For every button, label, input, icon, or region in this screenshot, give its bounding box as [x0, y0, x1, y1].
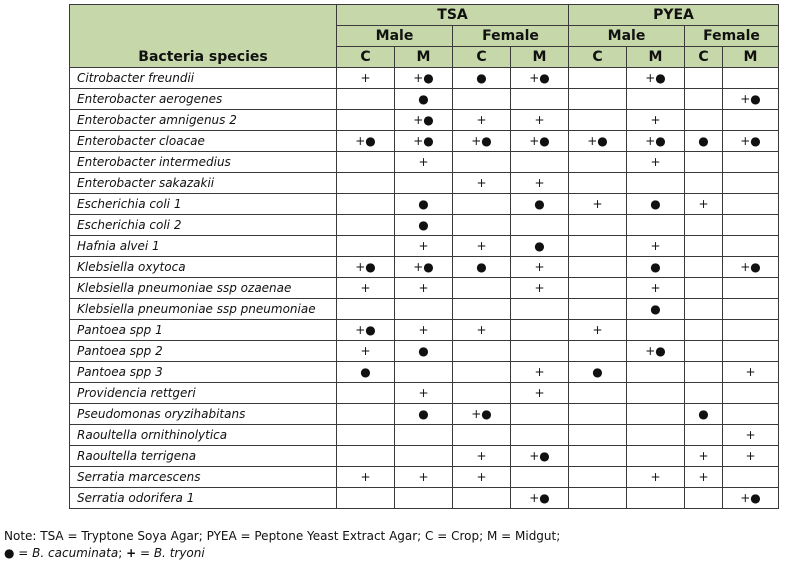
species-name: Pseudomonas oryzihabitans	[70, 404, 337, 425]
result-cell: +	[627, 152, 685, 173]
result-cell	[337, 173, 395, 194]
species-name: Providencia rettgeri	[70, 383, 337, 404]
result-cell	[569, 425, 627, 446]
species-column-header: Bacteria species	[70, 5, 337, 68]
result-cell: ●	[627, 194, 685, 215]
result-cell	[569, 173, 627, 194]
result-cell	[337, 488, 395, 509]
table-row	[70, 278, 779, 299]
result-cell	[569, 152, 627, 173]
result-cell: +	[453, 320, 511, 341]
result-cell	[511, 404, 569, 425]
species-name: Escherichia coli 2	[70, 215, 337, 236]
result-cell: +	[453, 467, 511, 488]
result-cell	[395, 425, 453, 446]
result-cell	[453, 194, 511, 215]
result-cell	[337, 215, 395, 236]
species-name: Escherichia coli 1	[70, 194, 337, 215]
result-cell: +●	[511, 446, 569, 467]
table-row	[70, 257, 779, 278]
result-cell	[511, 320, 569, 341]
result-cell: +	[511, 383, 569, 404]
group-header-pyea: PYEA	[569, 5, 779, 26]
result-cell	[685, 215, 723, 236]
note-dot-species: B. cacuminata	[32, 546, 119, 560]
table-row	[70, 446, 779, 467]
result-cell	[453, 362, 511, 383]
result-cell: ●	[453, 68, 511, 89]
result-cell	[723, 299, 779, 320]
species-name: Citrobacter freundii	[70, 68, 337, 89]
result-cell	[453, 341, 511, 362]
result-cell	[569, 68, 627, 89]
result-cell	[723, 110, 779, 131]
sex-header-pyea-female: Female	[685, 26, 779, 47]
result-cell	[685, 425, 723, 446]
result-cell: +	[395, 236, 453, 257]
species-name: Raoultella ornithinolytica	[70, 425, 337, 446]
result-cell	[569, 278, 627, 299]
note-plus-symbol: +	[126, 546, 137, 560]
table-row	[70, 236, 779, 257]
species-name: Klebsiella pneumoniae ssp ozaenae	[70, 278, 337, 299]
result-cell: +	[627, 236, 685, 257]
result-cell	[511, 152, 569, 173]
result-cell	[627, 89, 685, 110]
result-cell	[627, 362, 685, 383]
table-row	[70, 299, 779, 320]
result-cell	[627, 215, 685, 236]
result-cell: +	[453, 236, 511, 257]
result-cell	[453, 152, 511, 173]
result-cell: ●	[395, 89, 453, 110]
result-cell	[723, 152, 779, 173]
result-cell: +●	[627, 131, 685, 152]
result-cell	[723, 68, 779, 89]
result-cell	[569, 257, 627, 278]
result-cell	[685, 383, 723, 404]
result-cell	[627, 425, 685, 446]
result-cell: +	[395, 467, 453, 488]
species-name: Serratia marcescens	[70, 467, 337, 488]
species-name: Enterobacter cloacae	[70, 131, 337, 152]
note-separator: ;	[118, 546, 127, 560]
result-cell	[685, 320, 723, 341]
result-cell	[685, 257, 723, 278]
cm-header-4: M	[511, 47, 569, 68]
table-row	[70, 110, 779, 131]
sex-header-tsa-female: Female	[453, 26, 569, 47]
result-cell: +●	[395, 131, 453, 152]
species-name: Enterobacter sakazakii	[70, 173, 337, 194]
table-row	[70, 383, 779, 404]
result-cell	[569, 110, 627, 131]
result-cell	[569, 89, 627, 110]
sex-header-pyea-male: Male	[569, 26, 685, 47]
table-header	[70, 5, 779, 68]
table-row	[70, 215, 779, 236]
result-cell: +	[685, 194, 723, 215]
result-cell: +	[395, 383, 453, 404]
result-cell: +	[337, 68, 395, 89]
result-cell	[627, 383, 685, 404]
result-cell: +●	[395, 257, 453, 278]
result-cell	[723, 236, 779, 257]
result-cell	[569, 341, 627, 362]
result-cell	[723, 320, 779, 341]
result-cell	[511, 299, 569, 320]
species-name: Serratia odorifera 1	[70, 488, 337, 509]
table-row	[70, 404, 779, 425]
table-row	[70, 131, 779, 152]
result-cell	[685, 89, 723, 110]
result-cell	[337, 299, 395, 320]
result-cell	[337, 110, 395, 131]
result-cell: +	[337, 341, 395, 362]
result-cell: +	[395, 152, 453, 173]
result-cell	[723, 215, 779, 236]
species-name: Enterobacter amnigenus 2	[70, 110, 337, 131]
result-cell	[627, 173, 685, 194]
result-cell: ●	[395, 194, 453, 215]
bacteria-results-table	[69, 4, 779, 509]
cm-header-7: C	[685, 47, 723, 68]
result-cell: +	[337, 467, 395, 488]
result-cell: +●	[627, 341, 685, 362]
result-cell	[627, 320, 685, 341]
result-cell	[395, 173, 453, 194]
result-cell: +	[627, 110, 685, 131]
result-cell	[723, 278, 779, 299]
table-note	[4, 528, 560, 562]
result-cell	[723, 383, 779, 404]
result-cell	[511, 467, 569, 488]
result-cell	[685, 299, 723, 320]
result-cell: ●	[511, 236, 569, 257]
result-cell	[337, 194, 395, 215]
result-cell	[453, 215, 511, 236]
table-row	[70, 68, 779, 89]
result-cell	[569, 215, 627, 236]
result-cell: +	[395, 278, 453, 299]
species-name: Klebsiella pneumoniae ssp pneumoniae	[70, 299, 337, 320]
result-cell: ●	[511, 194, 569, 215]
cm-header-3: C	[453, 47, 511, 68]
table-body	[70, 68, 779, 509]
result-cell: +●	[395, 68, 453, 89]
result-cell: ●	[395, 404, 453, 425]
result-cell: +	[511, 278, 569, 299]
result-cell: +●	[723, 257, 779, 278]
result-cell	[453, 488, 511, 509]
result-cell	[723, 404, 779, 425]
result-cell	[337, 446, 395, 467]
result-cell	[685, 341, 723, 362]
note-line-1: Note: TSA = Tryptone Soya Agar; PYEA = Peptone Yeast Extract Agar; C = Crop; M = Midgut;	[4, 529, 561, 543]
result-cell	[395, 488, 453, 509]
result-cell: +	[511, 173, 569, 194]
result-cell	[685, 488, 723, 509]
result-cell	[453, 299, 511, 320]
result-cell: +●	[627, 68, 685, 89]
species-name: Raoultella terrigena	[70, 446, 337, 467]
result-cell: +	[337, 278, 395, 299]
result-cell	[685, 278, 723, 299]
table-row	[70, 173, 779, 194]
result-cell: +●	[723, 488, 779, 509]
result-cell	[569, 488, 627, 509]
result-cell	[511, 425, 569, 446]
table-row	[70, 320, 779, 341]
result-cell	[685, 362, 723, 383]
result-cell	[511, 89, 569, 110]
results-table-container	[69, 4, 779, 509]
result-cell	[337, 236, 395, 257]
result-cell	[685, 236, 723, 257]
result-cell: +●	[453, 404, 511, 425]
result-cell: ●	[685, 131, 723, 152]
result-cell: +	[627, 278, 685, 299]
result-cell: +●	[511, 131, 569, 152]
result-cell	[569, 404, 627, 425]
cm-header-1: C	[337, 47, 395, 68]
result-cell: +	[569, 320, 627, 341]
result-cell: ●	[395, 215, 453, 236]
result-cell: +●	[395, 110, 453, 131]
result-cell: +	[453, 446, 511, 467]
result-cell: +●	[569, 131, 627, 152]
result-cell: ●	[627, 299, 685, 320]
result-cell	[569, 236, 627, 257]
species-name: Pantoea spp 3	[70, 362, 337, 383]
result-cell	[395, 446, 453, 467]
result-cell: +	[723, 425, 779, 446]
result-cell	[685, 68, 723, 89]
result-cell	[337, 404, 395, 425]
result-cell: +	[453, 173, 511, 194]
note-plus-species: B. tryoni	[153, 546, 205, 560]
result-cell: +	[569, 194, 627, 215]
result-cell: ●	[569, 362, 627, 383]
species-name: Enterobacter intermedius	[70, 152, 337, 173]
result-cell	[569, 383, 627, 404]
result-cell: +	[453, 110, 511, 131]
result-cell	[723, 173, 779, 194]
result-cell	[453, 278, 511, 299]
result-cell	[685, 173, 723, 194]
result-cell	[337, 425, 395, 446]
result-cell	[723, 467, 779, 488]
cm-header-6: M	[627, 47, 685, 68]
result-cell	[337, 152, 395, 173]
cm-header-8: M	[723, 47, 779, 68]
table-row	[70, 89, 779, 110]
result-cell	[627, 404, 685, 425]
species-name: Klebsiella oxytoca	[70, 257, 337, 278]
result-cell: +	[395, 320, 453, 341]
result-cell: +●	[511, 488, 569, 509]
result-cell	[723, 341, 779, 362]
result-cell: +	[511, 110, 569, 131]
result-cell	[337, 89, 395, 110]
table-row	[70, 467, 779, 488]
result-cell	[337, 383, 395, 404]
result-cell	[511, 341, 569, 362]
result-cell	[569, 299, 627, 320]
result-cell: +●	[337, 320, 395, 341]
result-cell	[453, 425, 511, 446]
sex-header-tsa-male: Male	[337, 26, 453, 47]
result-cell: +	[685, 446, 723, 467]
result-cell	[453, 383, 511, 404]
result-cell: +●	[511, 68, 569, 89]
result-cell	[395, 299, 453, 320]
result-cell	[723, 194, 779, 215]
species-name: Pantoea spp 1	[70, 320, 337, 341]
table-row	[70, 194, 779, 215]
result-cell: +	[723, 362, 779, 383]
result-cell: +	[511, 257, 569, 278]
note-plus-prefix: =	[136, 546, 154, 560]
cm-header-5: C	[569, 47, 627, 68]
result-cell: +	[511, 362, 569, 383]
result-cell: ●	[685, 404, 723, 425]
result-cell: +●	[337, 131, 395, 152]
table-row	[70, 152, 779, 173]
result-cell: +●	[453, 131, 511, 152]
note-dot-prefix: ● =	[4, 546, 33, 560]
result-cell	[685, 152, 723, 173]
result-cell: ●	[395, 341, 453, 362]
note-line-2	[4, 545, 560, 562]
result-cell: +●	[723, 89, 779, 110]
result-cell: ●	[627, 257, 685, 278]
result-cell	[685, 110, 723, 131]
species-name: Pantoea spp 2	[70, 341, 337, 362]
table-row	[70, 488, 779, 509]
table-row	[70, 362, 779, 383]
result-cell: +	[627, 467, 685, 488]
result-cell	[627, 488, 685, 509]
table-row	[70, 341, 779, 362]
result-cell: ●	[453, 257, 511, 278]
result-cell	[569, 467, 627, 488]
result-cell: +	[685, 467, 723, 488]
result-cell	[453, 89, 511, 110]
result-cell: +●	[337, 257, 395, 278]
result-cell: +	[723, 446, 779, 467]
result-cell	[569, 446, 627, 467]
result-cell	[395, 362, 453, 383]
result-cell: ●	[337, 362, 395, 383]
result-cell	[627, 446, 685, 467]
table-row	[70, 425, 779, 446]
species-name: Enterobacter aerogenes	[70, 89, 337, 110]
group-header-tsa: TSA	[337, 5, 569, 26]
cm-header-2: M	[395, 47, 453, 68]
result-cell: +●	[723, 131, 779, 152]
species-name: Hafnia alvei 1	[70, 236, 337, 257]
result-cell	[511, 215, 569, 236]
